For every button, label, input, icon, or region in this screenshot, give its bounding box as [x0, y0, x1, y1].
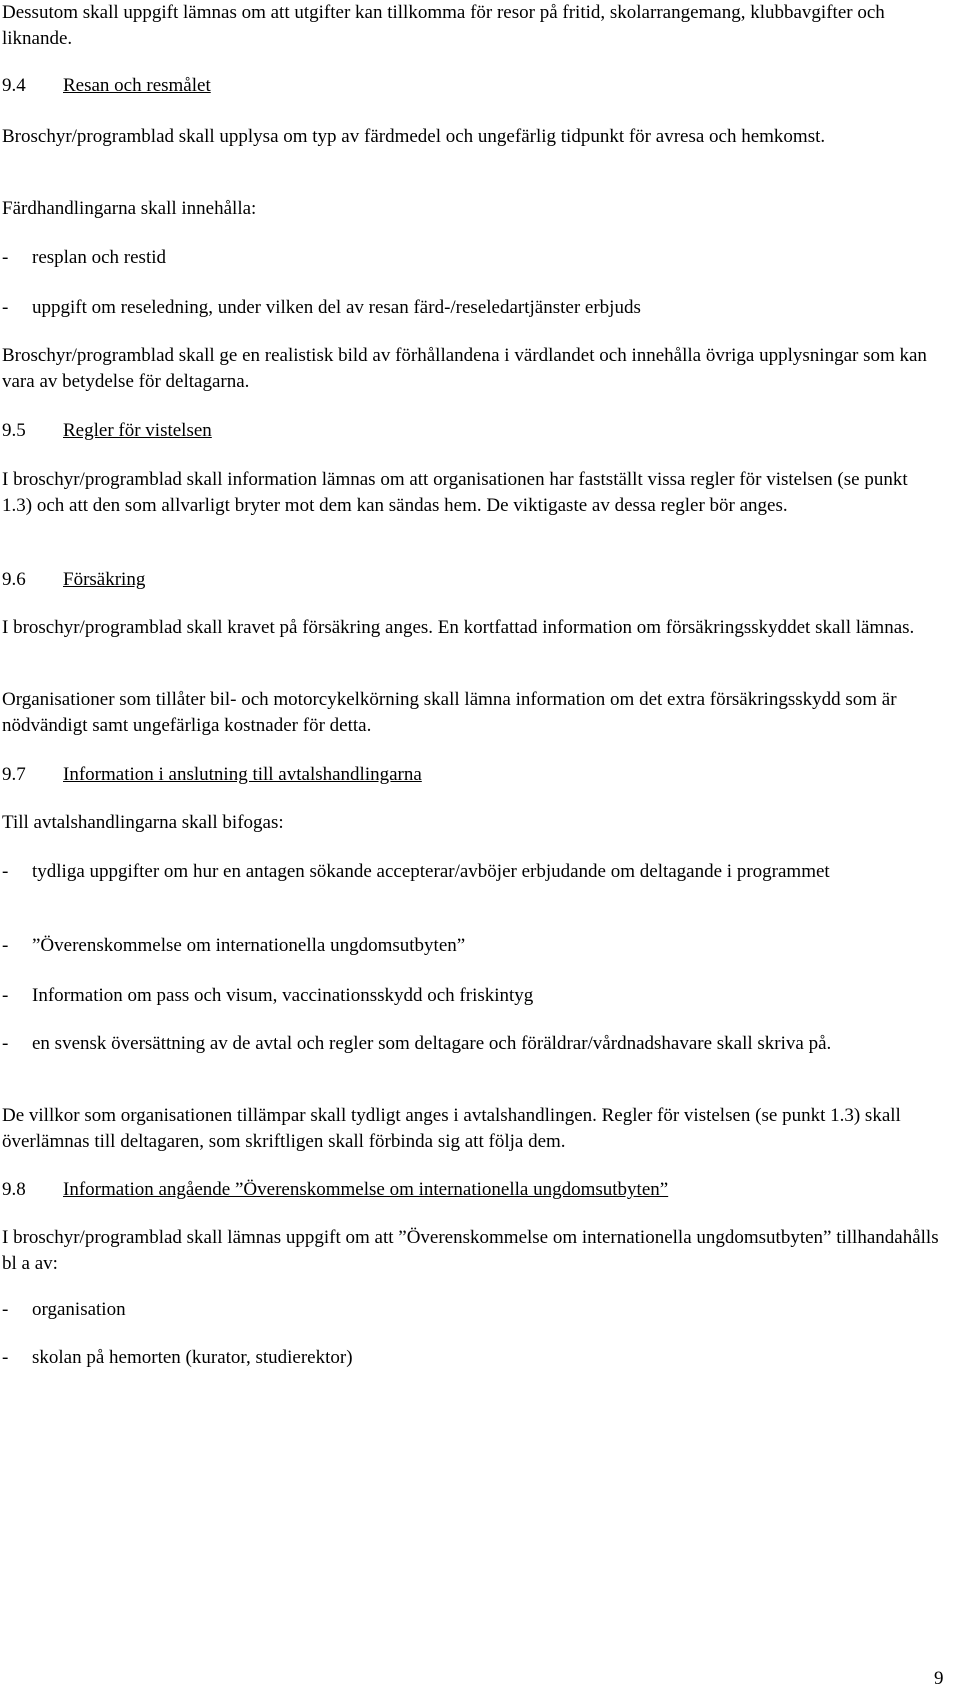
section-title: Försäkring	[63, 569, 146, 590]
list-item	[2, 1345, 942, 1371]
paragraph-intro: Dessutom skall uppgift lämnas om att utgifter kan tillkomma för resor på fritid, skolarrangemang, klubbavgifter och liknande.	[2, 2, 885, 49]
section-number: 9.5	[2, 420, 26, 441]
list-item-text: organisation	[32, 1299, 126, 1320]
paragraph-9-4-travel: Broschyr/programblad skall upplysa om typ av färdmedel och ungefärlig tidpunkt för avresa och hemkomst.	[2, 126, 826, 147]
list-dash: -	[2, 247, 9, 268]
list-item	[2, 983, 942, 1009]
list-item	[2, 295, 942, 321]
list-dash: -	[2, 297, 9, 318]
list-item-text: en svensk översättning av de avtal och regler som deltagare och föräldrar/vårdnadshavare skall skriva på.	[32, 1033, 832, 1054]
paragraph-9-8-availability: I broschyr/programblad skall lämnas uppgift om att ”Överenskommelse om internationella ungdomsutbyten” tillhandahålls bl a av:	[2, 1227, 939, 1274]
page-number: 9	[934, 1668, 944, 1689]
section-title: Regler för vistelsen	[63, 420, 212, 441]
list-dash: -	[2, 1033, 9, 1054]
list-dash: -	[2, 861, 9, 882]
section-heading-9-8	[2, 1177, 668, 1203]
list-dash: -	[2, 1299, 9, 1320]
paragraph-9-6-vehicles: Organisationer som tillåter bil- och motorcykelkörning skall lämna information om det extra försäkringsskydd som är nödvändigt samt ungefärliga kostnader för detta.	[2, 689, 897, 736]
list-item-text: skolan på hemorten (kurator, studierektor)	[32, 1347, 353, 1368]
section-title: Information angående ”Överenskommelse om internationella ungdomsutbyten”	[63, 1179, 669, 1200]
list-item	[2, 245, 942, 271]
section-title: Information i anslutning till avtalshandlingarna	[63, 764, 422, 785]
list-dash: -	[2, 985, 9, 1006]
list-item-text: ”Överenskommelse om internationella ungdomsutbyten”	[32, 935, 466, 956]
section-title: Resan och resmålet	[63, 75, 211, 96]
paragraph-9-7-conditions: De villkor som organisationen tillämpar skall tydligt anges i avtalshandlingen. Regler för vistelsen (se punkt 1.3) skall överlämnas till deltagaren, som skriftligen skall förbinda sig att följa dem.	[2, 1105, 901, 1152]
list-item	[2, 933, 942, 959]
paragraph-9-4-realistic: Broschyr/programblad skall ge en realistisk bild av förhållandena i värdlandet och innehålla övriga upplysningar som kan vara av betydelse för deltagarna.	[2, 345, 927, 392]
list-dash: -	[2, 935, 9, 956]
section-number: 9.7	[2, 764, 26, 785]
section-number: 9.8	[2, 1179, 26, 1200]
section-number: 9.6	[2, 569, 26, 590]
list-item	[2, 1031, 942, 1057]
list-item	[2, 1297, 942, 1323]
paragraph-9-5-rules: I broschyr/programblad skall information lämnas om att organisationen har fastställt vissa regler för vistelsen (se punkt 1.3) och att den som allvarligt bryter mot dem kan sändas hem. De viktigaste av dessa regler bör anges.	[2, 469, 908, 516]
section-heading-9-7	[2, 762, 422, 788]
section-heading-9-6	[2, 567, 145, 593]
paragraph-9-4-documents: Färdhandlingarna skall innehålla:	[2, 198, 257, 219]
paragraph-9-7-attachments: Till avtalshandlingarna skall bifogas:	[2, 812, 284, 833]
list-item-text: resplan och restid	[32, 247, 167, 268]
paragraph-9-6-insurance: I broschyr/programblad skall kravet på försäkring anges. En kortfattad information om försäkringsskyddet skall lämnas.	[2, 617, 915, 638]
list-item-text: Information om pass och visum, vaccinationsskydd och friskintyg	[32, 985, 534, 1006]
list-item-text: uppgift om reseledning, under vilken del av resan färd-/reseledartjänster erbjuds	[32, 297, 641, 318]
list-item-text: tydliga uppgifter om hur en antagen sökande accepterar/avböjer erbjudande om deltagande i programmet	[32, 861, 830, 882]
section-heading-9-4	[2, 73, 211, 99]
list-dash: -	[2, 1347, 9, 1368]
section-number: 9.4	[2, 75, 26, 96]
list-item	[2, 859, 942, 885]
section-heading-9-5	[2, 418, 212, 444]
